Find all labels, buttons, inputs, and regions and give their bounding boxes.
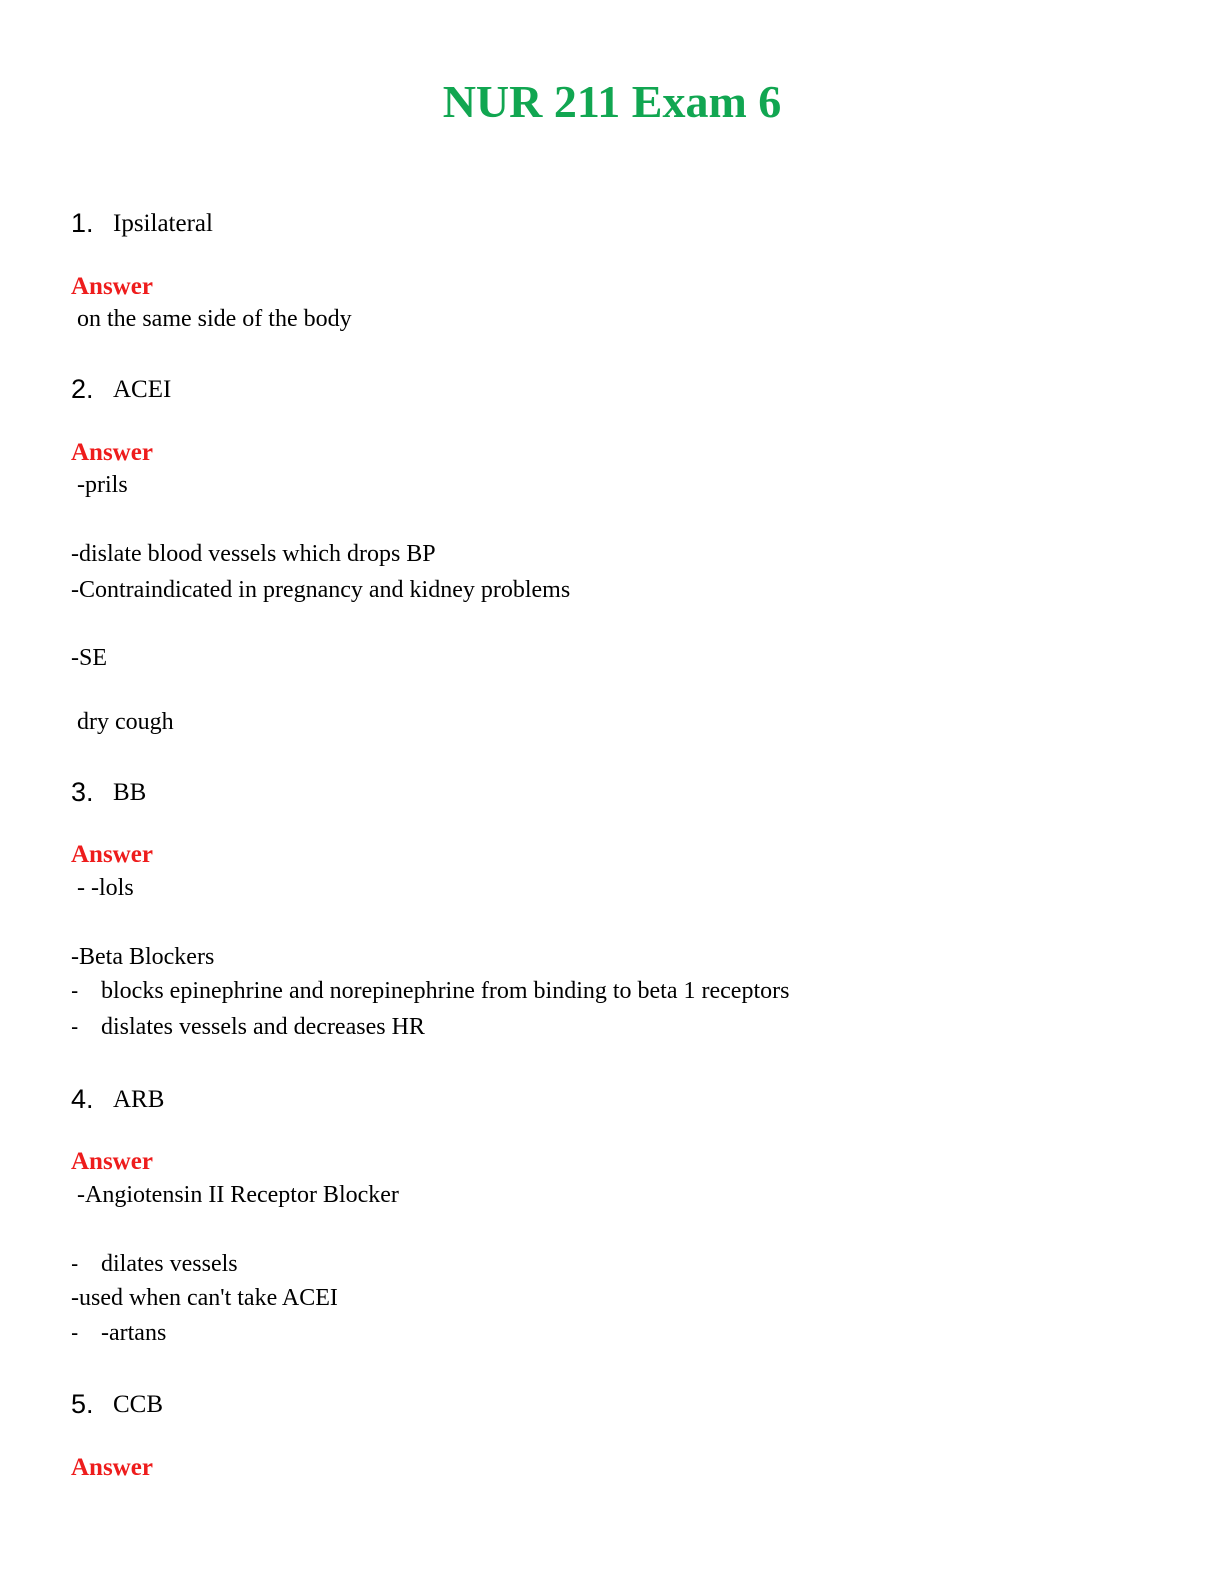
question-term: BB	[113, 779, 147, 806]
answer-line: -Angiotensin II Receptor Blocker	[71, 1182, 399, 1208]
answer-line: -Beta Blockers	[71, 944, 215, 970]
answer-label: Answer	[71, 1454, 153, 1481]
answer-label: Answer	[71, 439, 153, 466]
bullet-item: -artans	[101, 1320, 167, 1346]
bullet-dash: -	[71, 1320, 79, 1345]
question-number: 4.	[71, 1084, 94, 1114]
answer-line: -Contraindicated in pregnancy and kidney problems	[71, 577, 571, 603]
question-number: 5.	[71, 1389, 94, 1419]
question-number: 3.	[71, 777, 94, 807]
bullet-item: dislates vessels and decreases HR	[101, 1014, 425, 1040]
answer-line: -prils	[71, 472, 128, 498]
question-number: 1.	[71, 208, 94, 238]
answer-line: - -lols	[71, 875, 134, 901]
page-title: NUR 211 Exam 6	[442, 76, 782, 127]
question-term: ARB	[113, 1086, 165, 1113]
answer-label: Answer	[71, 841, 153, 868]
question-term: Ipsilateral	[113, 210, 213, 237]
answer-line: dry cough	[71, 709, 174, 735]
answer-line: on the same side of the body	[71, 306, 352, 332]
question-term: ACEI	[113, 376, 172, 403]
bullet-dash: -	[71, 978, 79, 1003]
bullet-dash: -	[71, 1014, 79, 1039]
question-term: CCB	[113, 1391, 164, 1418]
answer-label: Answer	[71, 273, 153, 300]
answer-line: -used when can't take ACEI	[71, 1285, 338, 1311]
answer-line: -SE	[71, 645, 107, 671]
bullet-item: dilates vessels	[101, 1251, 238, 1277]
answer-line: -dislate blood vessels which drops BP	[71, 541, 436, 567]
question-number: 2.	[71, 374, 94, 404]
bullet-item: blocks epinephrine and norepinephrine from binding to beta 1 receptors	[101, 978, 790, 1004]
answer-label: Answer	[71, 1148, 153, 1175]
bullet-dash: -	[71, 1251, 79, 1276]
